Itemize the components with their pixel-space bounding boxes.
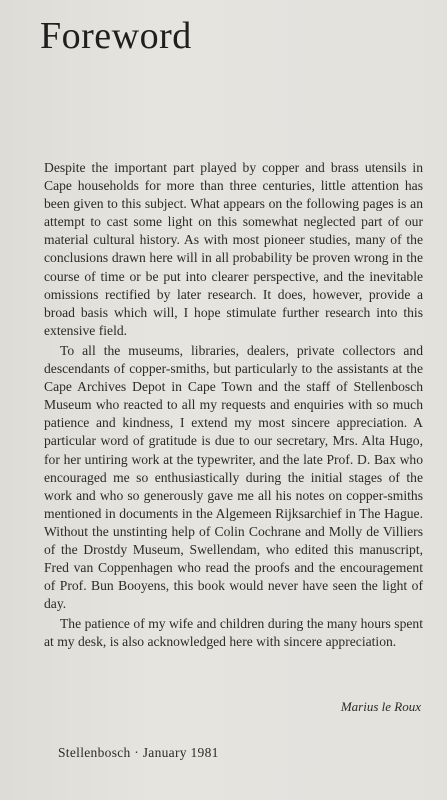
foreword-body xyxy=(44,159,423,652)
paragraph-3: The patience of my wife and children during the many hours spent at my desk, is also acknowledged here with sincere appreciation. xyxy=(44,616,423,650)
paragraph-2: To all the museums, libraries, dealers, private collectors and descendants of copper-smiths, but particularly to the assistants at the Cape Archives Depot in Cape Town and the staff of Stellenbosch Museum who reacted to all my requests and enquiries with so much patience and kindness, I extend my most sincere appreciation. A particular word of gratitude is due to our secretary, Mrs. Alta Hugo, for her untiring work at the typewriter, and the late Prof. D. Bax who encouraged me so enthusiastically during the initial stages of the work and who so generously gave me all his notes on copper-smiths mentioned in documents in the Algemeen Rijksarchief in The Hague. Without the unstinting help of Colin Cochrane and Molly de Villiers of the Drostdy Museum, Swellendam, who edited this manuscript, Fred van Coppenhagen who read the proofs and the encouragement of Prof. Bun Booyens, this book would never have seen the light of day. xyxy=(44,342,423,612)
place-and-date: Stellenbosch · January 1981 xyxy=(58,745,219,760)
paragraph-1: Despite the important part played by copper and brass utensils in Cape households for more than three centuries, little attention has been given to this subject. What appears on the following pages is an attempt to cast some light on this somewhat neglected part of our material cultural history. As with most pioneer studies, many of the conclusions drawn here will in all probability be proven wrong in the course of time or be put into clearer perspective, and the inevitable omissions rectified by later research. It does, however, provide a broad basis which will, I hope stimulate further research into this extensive field. xyxy=(44,160,423,338)
author-signature: Marius le Roux xyxy=(340,699,421,714)
page-title: Foreword xyxy=(40,15,192,57)
